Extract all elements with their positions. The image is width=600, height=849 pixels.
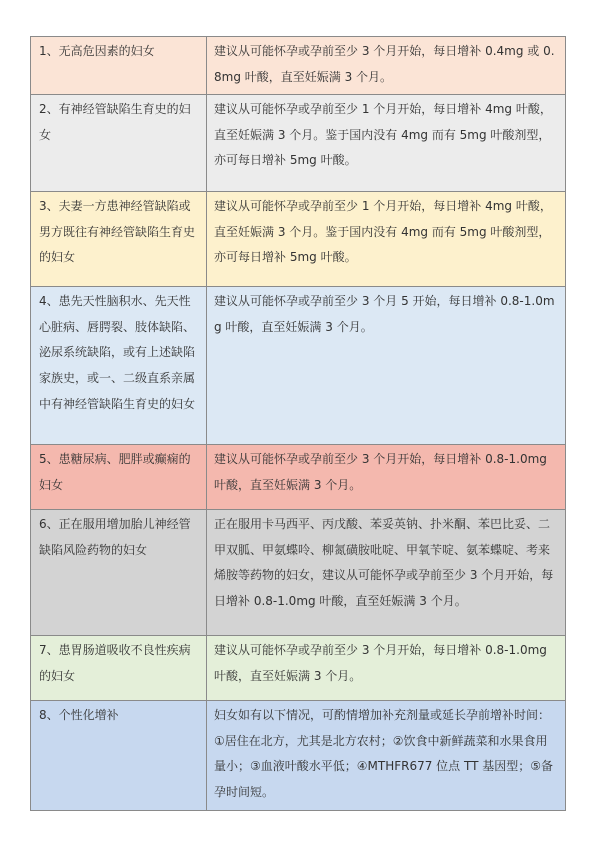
condition-cell: 1、无高危因素的妇女 xyxy=(31,37,207,95)
advice-cell: 建议从可能怀孕或孕前至少 3 个月 5 开始，每日增补 0.8-1.0mg 叶酸，直至妊娠满 3 个月。 xyxy=(207,287,566,445)
advice-cell: 建议从可能怀孕或孕前至少 3 个月开始，每日增补 0.8-1.0mg 叶酸，直至妊娠满 3 个月。 xyxy=(207,636,566,701)
condition-cell: 6、正在服用增加胎儿神经管缺陷风险药物的妇女 xyxy=(31,510,207,636)
folic-acid-guideline-table xyxy=(30,36,566,811)
advice-cell: 妇女如有以下情况，可酌情增加补充剂量或延长孕前增补时间：①居住在北方，尤其是北方农村；②饮食中新鲜蔬菜和水果食用量小；③血液叶酸水平低；④MTHFR677 位点 TT 基因型；⑤备孕时间短。 xyxy=(207,701,566,810)
advice-cell: 建议从可能怀孕或孕前至少 1 个月开始，每日增补 4mg 叶酸，直至妊娠满 3 个月。鉴于国内没有 4mg 而有 5mg 叶酸剂型，亦可每日增补 5mg 叶酸。 xyxy=(207,192,566,287)
condition-cell: 8、个性化增补 xyxy=(31,701,207,810)
advice-cell: 正在服用卡马西平、丙戊酸、苯妥英钠、扑米酮、苯巴比妥、二甲双胍、甲氨蝶呤、柳氮磺胺吡啶、甲氧苄啶、氨苯蝶啶、考来烯胺等药物的妇女，建议从可能怀孕或孕前至少 3 个月开始，每日增补 0.8-1.0mg 叶酸，直至妊娠满 3 个月。 xyxy=(207,510,566,636)
condition-cell: 7、患胃肠道吸收不良性疾病的妇女 xyxy=(31,636,207,701)
condition-cell: 2、有神经管缺陷生育史的妇女 xyxy=(31,95,207,192)
table-row xyxy=(31,37,566,95)
condition-cell: 4、患先天性脑积水、先天性心脏病、唇腭裂、肢体缺陷、泌尿系统缺陷，或有上述缺陷家族史，或一、二级直系亲属中有神经管缺陷生育史的妇女 xyxy=(31,287,207,445)
advice-cell: 建议从可能怀孕或孕前至少 1 个月开始，每日增补 4mg 叶酸，直至妊娠满 3 个月。鉴于国内没有 4mg 而有 5mg 叶酸剂型，亦可每日增补 5mg 叶酸。 xyxy=(207,95,566,192)
table-row xyxy=(31,636,566,701)
condition-cell: 5、患糖尿病、肥胖或癫痫的妇女 xyxy=(31,445,207,510)
table-row xyxy=(31,510,566,636)
folic-acid-guideline-table-wrapper xyxy=(30,36,565,811)
condition-cell: 3、夫妻一方患神经管缺陷或男方既往有神经管缺陷生育史的妇女 xyxy=(31,192,207,287)
table-row xyxy=(31,701,566,810)
table-row xyxy=(31,287,566,445)
advice-cell: 建议从可能怀孕或孕前至少 3 个月开始，每日增补 0.8-1.0mg 叶酸，直至妊娠满 3 个月。 xyxy=(207,445,566,510)
table-row xyxy=(31,95,566,192)
advice-cell: 建议从可能怀孕或孕前至少 3 个月开始，每日增补 0.4mg 或 0.8mg 叶酸，直至妊娠满 3 个月。 xyxy=(207,37,566,95)
table-row xyxy=(31,445,566,510)
table-row xyxy=(31,192,566,287)
